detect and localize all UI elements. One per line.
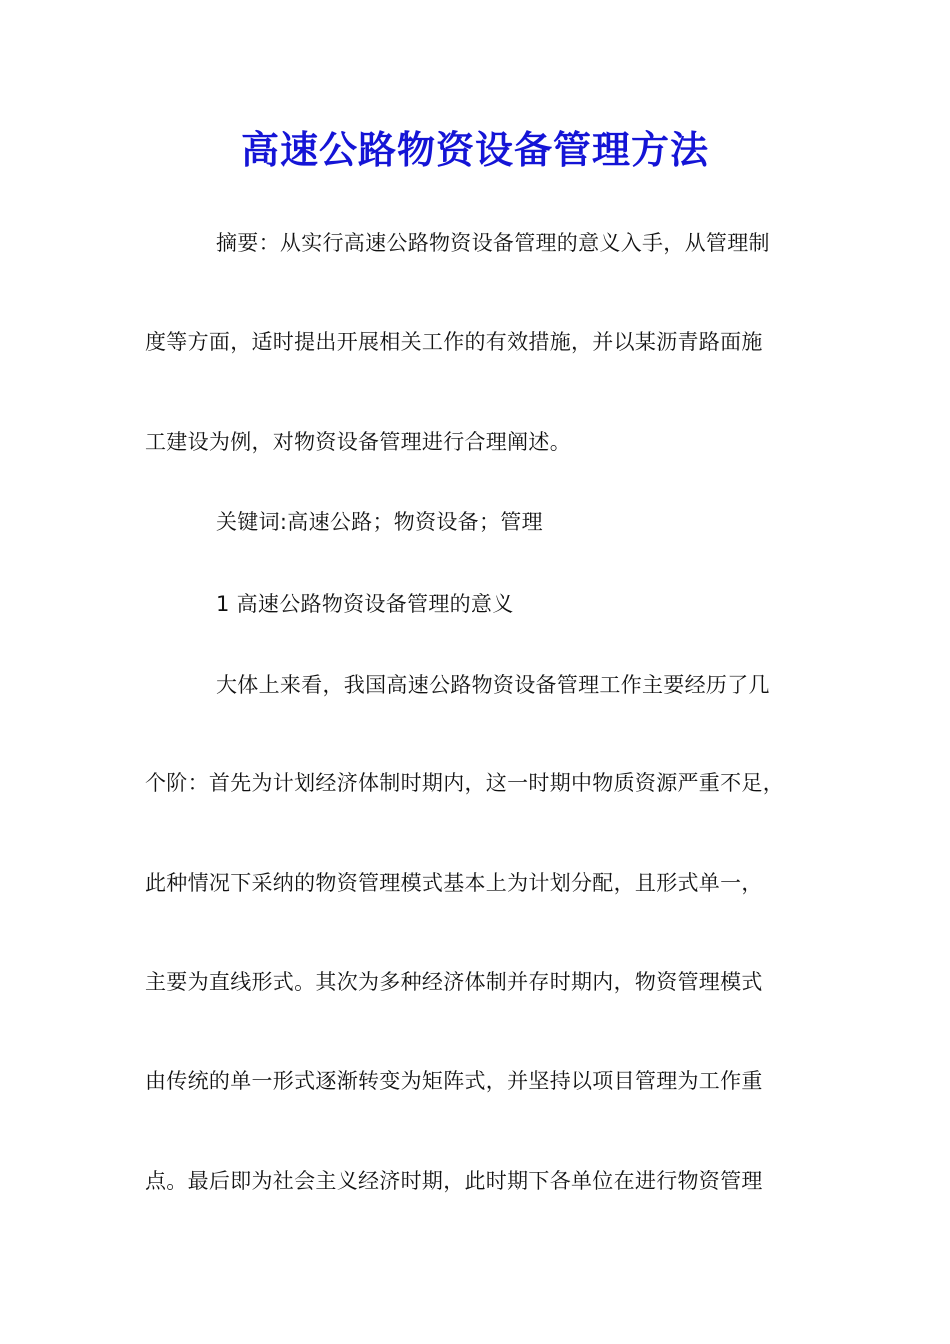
body-line-6: 点。最后即为社会主义经济时期，此时期下各单位在进行物资管理: [145, 1169, 763, 1193]
body-line-5: 由传统的单一形式逐渐转变为矩阵式，并坚持以项目管理为工作重: [145, 1069, 763, 1093]
abstract-line-3: 工建设为例，对物资设备管理进行合理阐述。: [145, 430, 571, 454]
document-title: 高速公路物资设备管理方法: [240, 127, 709, 172]
abstract-line-1: 摘要：从实行高速公路物资设备管理的意义入手，从管理制: [216, 231, 770, 255]
body-line-2: 个阶：首先为计划经济体制时期内，这一时期中物质资源严重不足，: [145, 771, 784, 795]
body-line-1: 大体上来看，我国高速公路物资设备管理工作主要经历了几: [216, 673, 770, 697]
keywords-line: 关键词:高速公路；物资设备；管理: [216, 510, 543, 534]
section-heading-1: 1 高速公路物资设备管理的意义: [216, 592, 514, 616]
body-line-4: 主要为直线形式。其次为多种经济体制并存时期内，物资管理模式: [145, 970, 763, 994]
abstract-line-2: 度等方面，适时提出开展相关工作的有效措施，并以某沥青路面施: [145, 330, 763, 354]
body-line-3: 此种情况下采纳的物资管理模式基本上为计划分配，且形式单一，: [145, 871, 763, 895]
